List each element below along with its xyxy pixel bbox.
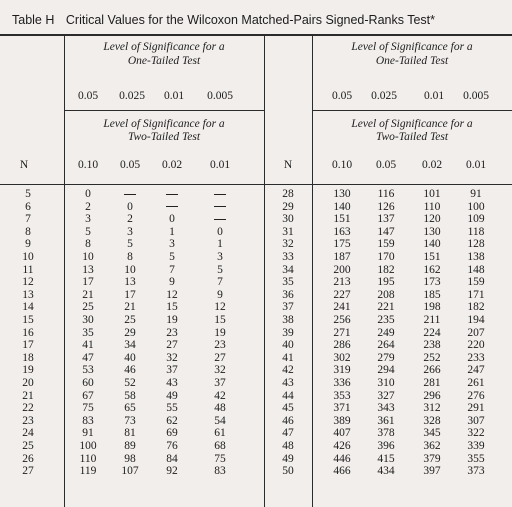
right-cell-r5-c4: 138 bbox=[467, 251, 485, 263]
left-cell-r18-c4: 54 bbox=[214, 414, 226, 427]
right-cell-r18-c0: 46 bbox=[282, 414, 294, 427]
left-cell-r6-c4: 5 bbox=[217, 263, 223, 276]
right-cell-r17-c4: 291 bbox=[467, 402, 485, 415]
left-cell-r19-c1: 91 bbox=[82, 427, 94, 440]
left-cell-r11-c4: 19 bbox=[214, 326, 226, 339]
right-cell-r13-c2: 279 bbox=[377, 351, 395, 364]
right-cell-r21-c0: 49 bbox=[282, 452, 294, 465]
right-cell-r11-c1: 271 bbox=[333, 326, 351, 339]
right-cell-r16-c0: 44 bbox=[282, 389, 294, 402]
left-cell-r8-c2: 17 bbox=[124, 288, 136, 301]
right-cell-r6-c4: 148 bbox=[467, 263, 485, 276]
dash-mark bbox=[166, 206, 178, 207]
left-cell-r12-c1: 41 bbox=[82, 339, 94, 352]
right-cell-r13-c1: 302 bbox=[333, 351, 351, 364]
left-cell-r16-c0: 21 bbox=[22, 389, 34, 402]
left-cell-r3-c2: 3 bbox=[127, 225, 133, 238]
left-cell-r20-c3: 76 bbox=[166, 440, 178, 452]
right-cell-r3-c2: 147 bbox=[377, 225, 395, 238]
left-cell-r16-c2: 58 bbox=[124, 389, 136, 402]
right-cell-r1-c2: 126 bbox=[377, 200, 395, 213]
right-cell-r3-c0: 31 bbox=[282, 225, 294, 238]
right-cell-r17-c1: 371 bbox=[333, 402, 351, 415]
left-cell-r21-c2: 98 bbox=[124, 452, 136, 465]
right-cell-r0-c4: 91 bbox=[470, 188, 482, 200]
right-cell-r4-c1: 175 bbox=[333, 238, 351, 251]
right-cell-r21-c4: 355 bbox=[467, 452, 485, 465]
center-divider bbox=[264, 34, 265, 507]
right-two-level-2: 0.05 bbox=[375, 159, 397, 171]
right-cell-r3-c3: 130 bbox=[423, 225, 441, 238]
right-cell-r9-c3: 198 bbox=[423, 301, 441, 314]
right-cell-r20-c0: 48 bbox=[282, 440, 294, 452]
right-cell-r14-c0: 42 bbox=[282, 364, 294, 377]
left-cell-r4-c0: 9 bbox=[25, 238, 31, 251]
right-cell-r22-c1: 466 bbox=[333, 465, 351, 478]
right-cell-r22-c3: 397 bbox=[423, 465, 441, 478]
left-cell-r19-c0: 24 bbox=[22, 427, 34, 440]
left-cell-r10-c0: 15 bbox=[22, 314, 34, 326]
right-cell-r12-c3: 238 bbox=[423, 339, 441, 352]
left-one-tailed-line2: One-Tailed Test bbox=[127, 55, 201, 67]
right-cell-r10-c0: 38 bbox=[282, 314, 294, 326]
left-cell-r8-c4: 9 bbox=[217, 288, 223, 301]
right-cell-r19-c1: 407 bbox=[333, 427, 351, 440]
left-cell-r3-c3: 1 bbox=[169, 225, 175, 238]
right-cell-r8-c0: 36 bbox=[282, 288, 294, 301]
right-cell-r15-c2: 310 bbox=[377, 377, 395, 389]
right-cell-r9-c1: 241 bbox=[333, 301, 351, 314]
left-cell-r1-c3 bbox=[150, 201, 194, 214]
right-cell-r5-c1: 187 bbox=[333, 251, 351, 263]
right-two-level-1: 0.10 bbox=[331, 159, 353, 171]
left-cell-r17-c4: 48 bbox=[214, 402, 226, 415]
right-cell-r18-c1: 389 bbox=[333, 414, 351, 427]
left-cell-r18-c3: 62 bbox=[166, 414, 178, 427]
right-cell-r4-c2: 159 bbox=[377, 238, 395, 251]
left-cell-r7-c1: 17 bbox=[82, 276, 94, 289]
right-cell-r0-c0: 28 bbox=[282, 188, 294, 200]
right-cell-r7-c4: 159 bbox=[467, 276, 485, 289]
left-cell-r10-c2: 25 bbox=[124, 314, 136, 326]
left-cell-r12-c4: 23 bbox=[214, 339, 226, 352]
right-cell-r6-c1: 200 bbox=[333, 263, 351, 276]
right-cell-r12-c2: 264 bbox=[377, 339, 395, 352]
left-cell-r1-c4 bbox=[196, 201, 244, 214]
left-cell-r15-c3: 43 bbox=[166, 377, 178, 389]
right-cell-r20-c4: 339 bbox=[467, 440, 485, 452]
right-n-divider bbox=[312, 34, 313, 507]
right-cell-r20-c3: 362 bbox=[423, 440, 441, 452]
right-cell-r22-c0: 50 bbox=[282, 465, 294, 478]
left-cell-r0-c4 bbox=[196, 188, 244, 201]
left-two-tailed-line2: Two-Tailed Test bbox=[127, 131, 201, 143]
left-cell-r9-c2: 21 bbox=[124, 301, 136, 314]
left-cell-r14-c2: 46 bbox=[124, 364, 136, 377]
right-cell-r4-c3: 140 bbox=[423, 238, 441, 251]
right-cell-r21-c2: 415 bbox=[377, 452, 395, 465]
left-two-tailed-line1: Level of Significance for a bbox=[103, 118, 225, 130]
left-cell-r1-c1: 2 bbox=[85, 200, 91, 213]
left-cell-r6-c0: 11 bbox=[22, 263, 34, 276]
left-cell-r9-c4: 12 bbox=[214, 301, 226, 314]
left-two-level-3: 0.02 bbox=[161, 159, 183, 171]
left-cell-r17-c1: 75 bbox=[82, 402, 94, 415]
right-cell-r0-c1: 130 bbox=[333, 188, 351, 200]
left-cell-r13-c3: 32 bbox=[166, 351, 178, 364]
right-cell-r3-c1: 163 bbox=[333, 225, 351, 238]
left-cell-r9-c3: 15 bbox=[166, 301, 178, 314]
left-two-level-4: 0.01 bbox=[209, 159, 231, 171]
right-mid-rule bbox=[312, 110, 512, 111]
right-two-tailed-line2: Two-Tailed Test bbox=[375, 131, 449, 143]
right-cell-r11-c0: 39 bbox=[282, 326, 294, 339]
dash-mark bbox=[166, 194, 178, 195]
table-label: Table H bbox=[12, 13, 55, 27]
left-cell-r10-c3: 19 bbox=[166, 314, 178, 326]
right-cell-r8-c3: 185 bbox=[423, 288, 441, 301]
left-cell-r15-c1: 60 bbox=[82, 377, 94, 389]
left-cell-r7-c2: 13 bbox=[124, 276, 136, 289]
right-cell-r20-c1: 426 bbox=[333, 440, 351, 452]
dash-mark bbox=[124, 194, 136, 195]
left-cell-r20-c4: 68 bbox=[214, 440, 226, 452]
right-cell-r7-c0: 35 bbox=[282, 276, 294, 289]
left-cell-r19-c2: 81 bbox=[124, 427, 136, 440]
right-cell-r10-c3: 211 bbox=[423, 314, 441, 326]
right-cell-r18-c2: 361 bbox=[377, 414, 395, 427]
top-rule bbox=[0, 34, 512, 36]
left-cell-r11-c3: 23 bbox=[166, 326, 178, 339]
left-cell-r13-c0: 18 bbox=[22, 351, 34, 364]
right-cell-r14-c2: 294 bbox=[377, 364, 395, 377]
right-cell-r2-c1: 151 bbox=[333, 213, 351, 226]
right-cell-r1-c4: 100 bbox=[467, 200, 485, 213]
right-n-header: N bbox=[283, 159, 293, 171]
left-cell-r5-c0: 10 bbox=[22, 251, 34, 263]
left-cell-r0-c2 bbox=[108, 188, 152, 201]
left-cell-r6-c3: 7 bbox=[169, 263, 175, 276]
left-cell-r14-c3: 37 bbox=[166, 364, 178, 377]
header-bottom-rule bbox=[0, 184, 512, 185]
left-cell-r12-c3: 27 bbox=[166, 339, 178, 352]
left-cell-r2-c0: 7 bbox=[25, 213, 31, 226]
right-cell-r2-c0: 30 bbox=[282, 213, 294, 226]
left-cell-r0-c1: 0 bbox=[85, 188, 91, 200]
right-cell-r1-c0: 29 bbox=[282, 200, 294, 213]
left-one-level-2: 0.025 bbox=[119, 90, 145, 102]
left-cell-r7-c3: 9 bbox=[169, 276, 175, 289]
right-cell-r21-c3: 379 bbox=[423, 452, 441, 465]
right-cell-r11-c3: 224 bbox=[423, 326, 441, 339]
right-cell-r18-c4: 307 bbox=[467, 414, 485, 427]
right-cell-r14-c4: 247 bbox=[467, 364, 485, 377]
right-cell-r7-c1: 213 bbox=[333, 276, 351, 289]
left-cell-r20-c2: 89 bbox=[124, 440, 136, 452]
right-cell-r20-c2: 396 bbox=[377, 440, 395, 452]
right-cell-r9-c2: 221 bbox=[377, 301, 395, 314]
left-cell-r12-c2: 34 bbox=[124, 339, 136, 352]
left-cell-r0-c3 bbox=[150, 188, 194, 201]
dash-mark bbox=[214, 219, 226, 220]
left-cell-r17-c3: 55 bbox=[166, 402, 178, 415]
right-cell-r17-c3: 312 bbox=[423, 402, 441, 415]
left-two-level-2: 0.05 bbox=[119, 159, 141, 171]
right-cell-r19-c3: 345 bbox=[423, 427, 441, 440]
left-cell-r3-c4: 0 bbox=[217, 225, 223, 238]
left-cell-r22-c3: 92 bbox=[166, 465, 178, 478]
left-cell-r5-c1: 10 bbox=[82, 251, 94, 263]
right-cell-r12-c1: 286 bbox=[333, 339, 351, 352]
left-cell-r13-c4: 27 bbox=[214, 351, 226, 364]
right-cell-r4-c4: 128 bbox=[467, 238, 485, 251]
right-cell-r6-c3: 162 bbox=[423, 263, 441, 276]
right-one-level-1: 0.05 bbox=[331, 90, 353, 102]
left-cell-r7-c4: 7 bbox=[217, 276, 223, 289]
right-cell-r6-c0: 34 bbox=[282, 263, 294, 276]
right-one-level-2: 0.025 bbox=[371, 90, 397, 102]
left-cell-r11-c0: 16 bbox=[22, 326, 34, 339]
left-cell-r16-c1: 67 bbox=[82, 389, 94, 402]
right-cell-r16-c4: 276 bbox=[467, 389, 485, 402]
right-cell-r14-c3: 266 bbox=[423, 364, 441, 377]
left-cell-r15-c4: 37 bbox=[214, 377, 226, 389]
right-two-level-4: 0.01 bbox=[465, 159, 487, 171]
left-cell-r22-c0: 27 bbox=[22, 465, 34, 478]
right-cell-r22-c2: 434 bbox=[377, 465, 395, 478]
left-cell-r20-c1: 100 bbox=[79, 440, 97, 452]
left-cell-r12-c0: 17 bbox=[22, 339, 34, 352]
right-cell-r5-c3: 151 bbox=[423, 251, 441, 263]
right-cell-r8-c4: 171 bbox=[467, 288, 485, 301]
left-cell-r13-c2: 40 bbox=[124, 351, 136, 364]
right-cell-r22-c4: 373 bbox=[467, 465, 485, 478]
left-cell-r14-c1: 53 bbox=[82, 364, 94, 377]
right-cell-r15-c0: 43 bbox=[282, 377, 294, 389]
left-cell-r10-c4: 15 bbox=[214, 314, 226, 326]
right-cell-r13-c3: 252 bbox=[423, 351, 441, 364]
left-cell-r13-c1: 47 bbox=[82, 351, 94, 364]
left-cell-r8-c0: 13 bbox=[22, 288, 34, 301]
left-cell-r3-c1: 5 bbox=[85, 225, 91, 238]
left-cell-r15-c2: 52 bbox=[124, 377, 136, 389]
left-cell-r6-c1: 13 bbox=[82, 263, 94, 276]
left-cell-r21-c4: 75 bbox=[214, 452, 226, 465]
left-cell-r22-c1: 119 bbox=[79, 465, 97, 478]
left-cell-r22-c2: 107 bbox=[121, 465, 139, 478]
left-cell-r10-c1: 30 bbox=[82, 314, 94, 326]
right-one-tailed-line1: Level of Significance for a bbox=[351, 41, 473, 53]
left-mid-rule bbox=[64, 110, 264, 111]
left-cell-r18-c2: 73 bbox=[124, 414, 136, 427]
left-cell-r21-c1: 110 bbox=[79, 452, 97, 465]
left-cell-r22-c4: 83 bbox=[214, 465, 226, 478]
left-cell-r2-c3: 0 bbox=[169, 213, 175, 226]
right-cell-r9-c0: 37 bbox=[282, 301, 294, 314]
right-cell-r17-c2: 343 bbox=[377, 402, 395, 415]
right-cell-r1-c1: 140 bbox=[333, 200, 351, 213]
left-n-divider bbox=[64, 34, 65, 507]
right-cell-r10-c4: 194 bbox=[467, 314, 485, 326]
right-cell-r1-c3: 110 bbox=[423, 200, 441, 213]
right-cell-r16-c1: 353 bbox=[333, 389, 351, 402]
right-cell-r12-c4: 220 bbox=[467, 339, 485, 352]
left-cell-r4-c3: 3 bbox=[169, 238, 175, 251]
left-cell-r2-c1: 3 bbox=[85, 213, 91, 226]
left-cell-r18-c1: 83 bbox=[82, 414, 94, 427]
right-one-level-4: 0.005 bbox=[463, 90, 489, 102]
left-two-level-1: 0.10 bbox=[77, 159, 99, 171]
left-cell-r4-c4: 1 bbox=[217, 238, 223, 251]
right-cell-r11-c4: 207 bbox=[467, 326, 485, 339]
right-cell-r3-c4: 118 bbox=[467, 225, 485, 238]
right-two-tailed-line1: Level of Significance for a bbox=[351, 118, 473, 130]
left-cell-r7-c0: 12 bbox=[22, 276, 34, 289]
left-cell-r8-c3: 12 bbox=[166, 288, 178, 301]
right-cell-r19-c2: 378 bbox=[377, 427, 395, 440]
right-cell-r13-c0: 41 bbox=[282, 351, 294, 364]
right-cell-r4-c0: 32 bbox=[282, 238, 294, 251]
left-cell-r4-c2: 5 bbox=[127, 238, 133, 251]
left-one-level-1: 0.05 bbox=[77, 90, 99, 102]
right-two-level-3: 0.02 bbox=[421, 159, 443, 171]
left-one-level-4: 0.005 bbox=[207, 90, 233, 102]
left-one-tailed-line1: Level of Significance for a bbox=[103, 41, 225, 53]
dash-mark bbox=[214, 194, 226, 195]
left-cell-r9-c1: 25 bbox=[82, 301, 94, 314]
right-cell-r16-c3: 296 bbox=[423, 389, 441, 402]
left-cell-r11-c2: 29 bbox=[124, 326, 136, 339]
left-cell-r1-c0: 6 bbox=[25, 200, 31, 213]
left-cell-r19-c3: 69 bbox=[166, 427, 178, 440]
left-cell-r21-c0: 26 bbox=[22, 452, 34, 465]
left-cell-r2-c4 bbox=[196, 213, 244, 226]
right-cell-r5-c0: 33 bbox=[282, 251, 294, 263]
left-cell-r20-c0: 25 bbox=[22, 440, 34, 452]
right-cell-r7-c3: 173 bbox=[423, 276, 441, 289]
right-cell-r0-c2: 116 bbox=[377, 188, 395, 200]
left-cell-r5-c4: 3 bbox=[217, 251, 223, 263]
left-cell-r17-c2: 65 bbox=[124, 402, 136, 415]
right-cell-r8-c2: 208 bbox=[377, 288, 395, 301]
left-cell-r5-c3: 5 bbox=[169, 251, 175, 263]
left-cell-r8-c1: 21 bbox=[82, 288, 94, 301]
right-cell-r10-c2: 235 bbox=[377, 314, 395, 326]
right-cell-r21-c1: 446 bbox=[333, 452, 351, 465]
right-cell-r0-c3: 101 bbox=[423, 188, 441, 200]
left-cell-r11-c1: 35 bbox=[82, 326, 94, 339]
right-cell-r8-c1: 227 bbox=[333, 288, 351, 301]
right-cell-r16-c2: 327 bbox=[377, 389, 395, 402]
left-cell-r19-c4: 61 bbox=[214, 427, 226, 440]
right-one-level-3: 0.01 bbox=[423, 90, 445, 102]
right-cell-r7-c2: 195 bbox=[377, 276, 395, 289]
right-cell-r2-c2: 137 bbox=[377, 213, 395, 226]
right-cell-r6-c2: 182 bbox=[377, 263, 395, 276]
right-cell-r15-c3: 281 bbox=[423, 377, 441, 389]
table-title bbox=[12, 13, 512, 27]
left-cell-r1-c2: 0 bbox=[127, 200, 133, 213]
left-cell-r4-c1: 8 bbox=[85, 238, 91, 251]
left-cell-r18-c0: 23 bbox=[22, 414, 34, 427]
right-cell-r5-c2: 170 bbox=[377, 251, 395, 263]
left-cell-r9-c0: 14 bbox=[22, 301, 34, 314]
right-one-tailed-line2: One-Tailed Test bbox=[375, 55, 449, 67]
right-cell-r11-c2: 249 bbox=[377, 326, 395, 339]
right-cell-r2-c4: 109 bbox=[467, 213, 485, 226]
right-cell-r12-c0: 40 bbox=[282, 339, 294, 352]
left-cell-r14-c0: 19 bbox=[22, 364, 34, 377]
left-cell-r2-c2: 2 bbox=[127, 213, 133, 226]
left-cell-r16-c3: 49 bbox=[166, 389, 178, 402]
table-caption: Critical Values for the Wilcoxon Matched-Pairs Signed-Ranks Test* bbox=[65, 13, 436, 27]
left-n-header: N bbox=[19, 159, 29, 171]
left-cell-r14-c4: 32 bbox=[214, 364, 226, 377]
right-cell-r19-c4: 322 bbox=[467, 427, 485, 440]
right-cell-r18-c3: 328 bbox=[423, 414, 441, 427]
right-cell-r2-c3: 120 bbox=[423, 213, 441, 226]
left-cell-r3-c0: 8 bbox=[25, 225, 31, 238]
left-cell-r5-c2: 8 bbox=[127, 251, 133, 263]
right-cell-r15-c4: 261 bbox=[467, 377, 485, 389]
right-cell-r10-c1: 256 bbox=[333, 314, 351, 326]
left-cell-r21-c3: 84 bbox=[166, 452, 178, 465]
dash-mark bbox=[214, 206, 226, 207]
left-cell-r15-c0: 20 bbox=[22, 377, 34, 389]
right-cell-r17-c0: 45 bbox=[282, 402, 294, 415]
right-cell-r9-c4: 182 bbox=[467, 301, 485, 314]
left-cell-r16-c4: 42 bbox=[214, 389, 226, 402]
right-cell-r19-c0: 47 bbox=[282, 427, 294, 440]
right-cell-r14-c1: 319 bbox=[333, 364, 351, 377]
right-cell-r15-c1: 336 bbox=[333, 377, 351, 389]
right-cell-r13-c4: 233 bbox=[467, 351, 485, 364]
left-cell-r17-c0: 22 bbox=[22, 402, 34, 415]
left-cell-r6-c2: 10 bbox=[124, 263, 136, 276]
left-one-level-3: 0.01 bbox=[163, 90, 185, 102]
left-cell-r0-c0: 5 bbox=[25, 188, 31, 200]
